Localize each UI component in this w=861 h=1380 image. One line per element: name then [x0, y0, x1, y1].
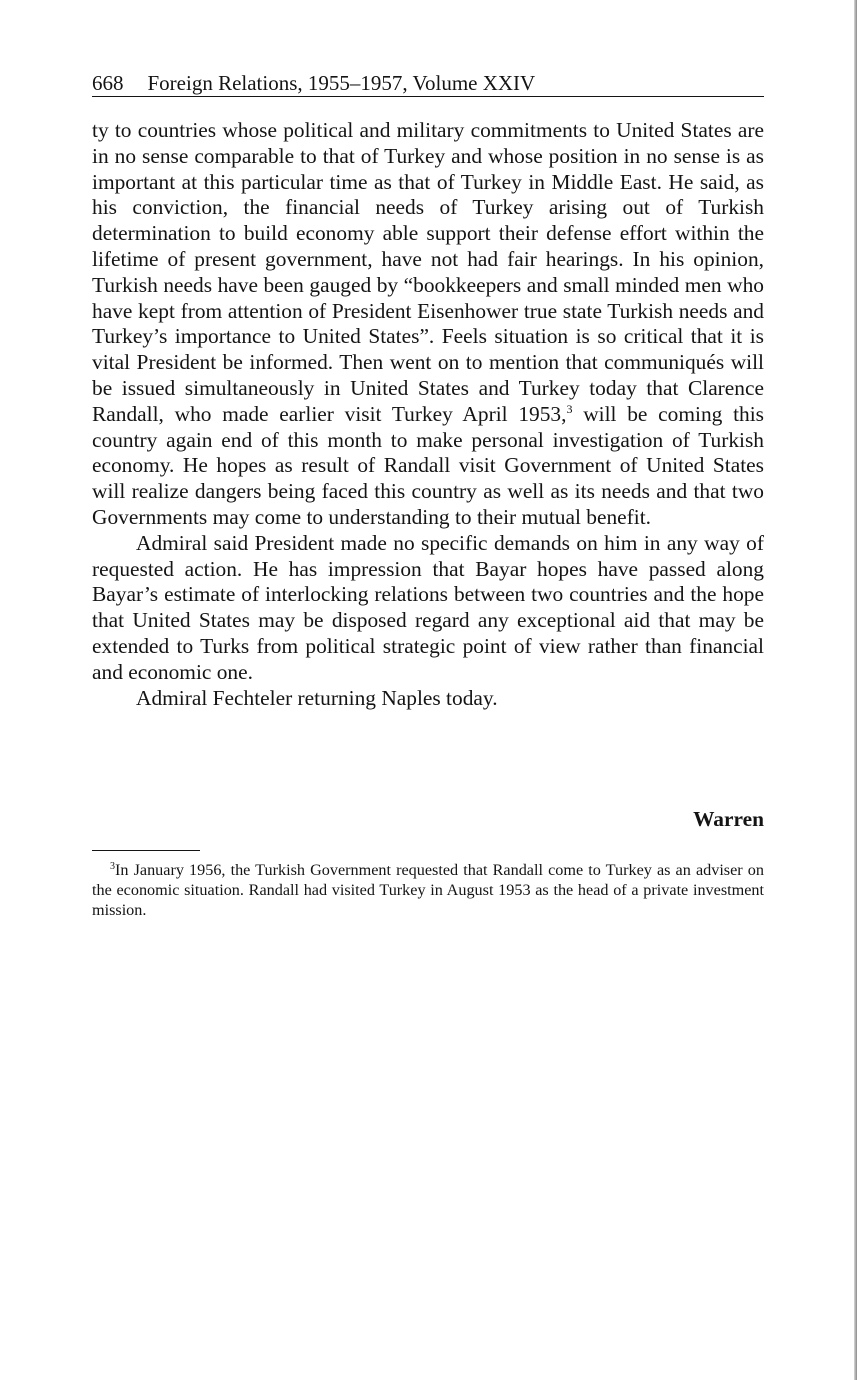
running-title: Foreign Relations, 1955–1957, Volume XXIV	[147, 71, 536, 95]
paragraph-2: Admiral said President made no specific demands on him in any way of requested action. He has impression that Bayar hopes have passed along Bayar’s estimate of interlocking relations between two countries and the hope that United States may be disposed regard any exceptional aid that may be extended to Turks from political strategic point of view rather than financial and economic one.	[92, 530, 764, 684]
body-text	[92, 118, 764, 711]
paragraph-1-text-a: ty to countries whose political and military commitments to United States are in no sense comparable to that of Turkey and whose position in no sense is as important at this particular time as that of Turkey in Middle East. He said, as his conviction, the financial needs of Turkey arising out of Turkish determination to build economy able support their defense effort within the lifetime of present government, have not had fair hearings. In his opinion, Turkish needs have been gauged by “bookkeepers and small minded men who have kept from attention of President Eisenhower true state Turkish needs and Turkey’s importance to United States”. Feels situation is so critical that it is vital President be informed. Then went on to mention that communiqués will be issued simultaneously in United States and Turkey today that Clarence Randall, who made earlier visit Turkey April 1953,	[92, 118, 764, 426]
footnote-text: In January 1956, the Turkish Government requested that Randall come to Turkey as an adviser on the economic situation. Randall had visited Turkey in August 1953 as the head of a private investment mission.	[92, 861, 764, 919]
footnote-reference: 3	[566, 401, 573, 416]
page-edge-shadow	[854, 0, 857, 1380]
running-header	[92, 70, 764, 97]
footnote-3	[92, 860, 764, 920]
footnote-marker: 3	[110, 861, 115, 872]
footnote-divider	[92, 850, 200, 851]
signature: Warren	[693, 807, 764, 831]
paragraph-1	[92, 118, 764, 531]
paragraph-1-text-b: will be coming this country again end of this month to make personal investigation of Turkish economy. He hopes as result of Randall visit Government of United States will realize dangers being faced this country as well as its needs and that two Governments may come to understanding to their mutual benefit.	[92, 401, 764, 529]
page-number: 668	[92, 71, 124, 95]
paragraph-3: Admiral Fechteler returning Naples today.	[136, 685, 498, 710]
footnote	[92, 860, 764, 920]
